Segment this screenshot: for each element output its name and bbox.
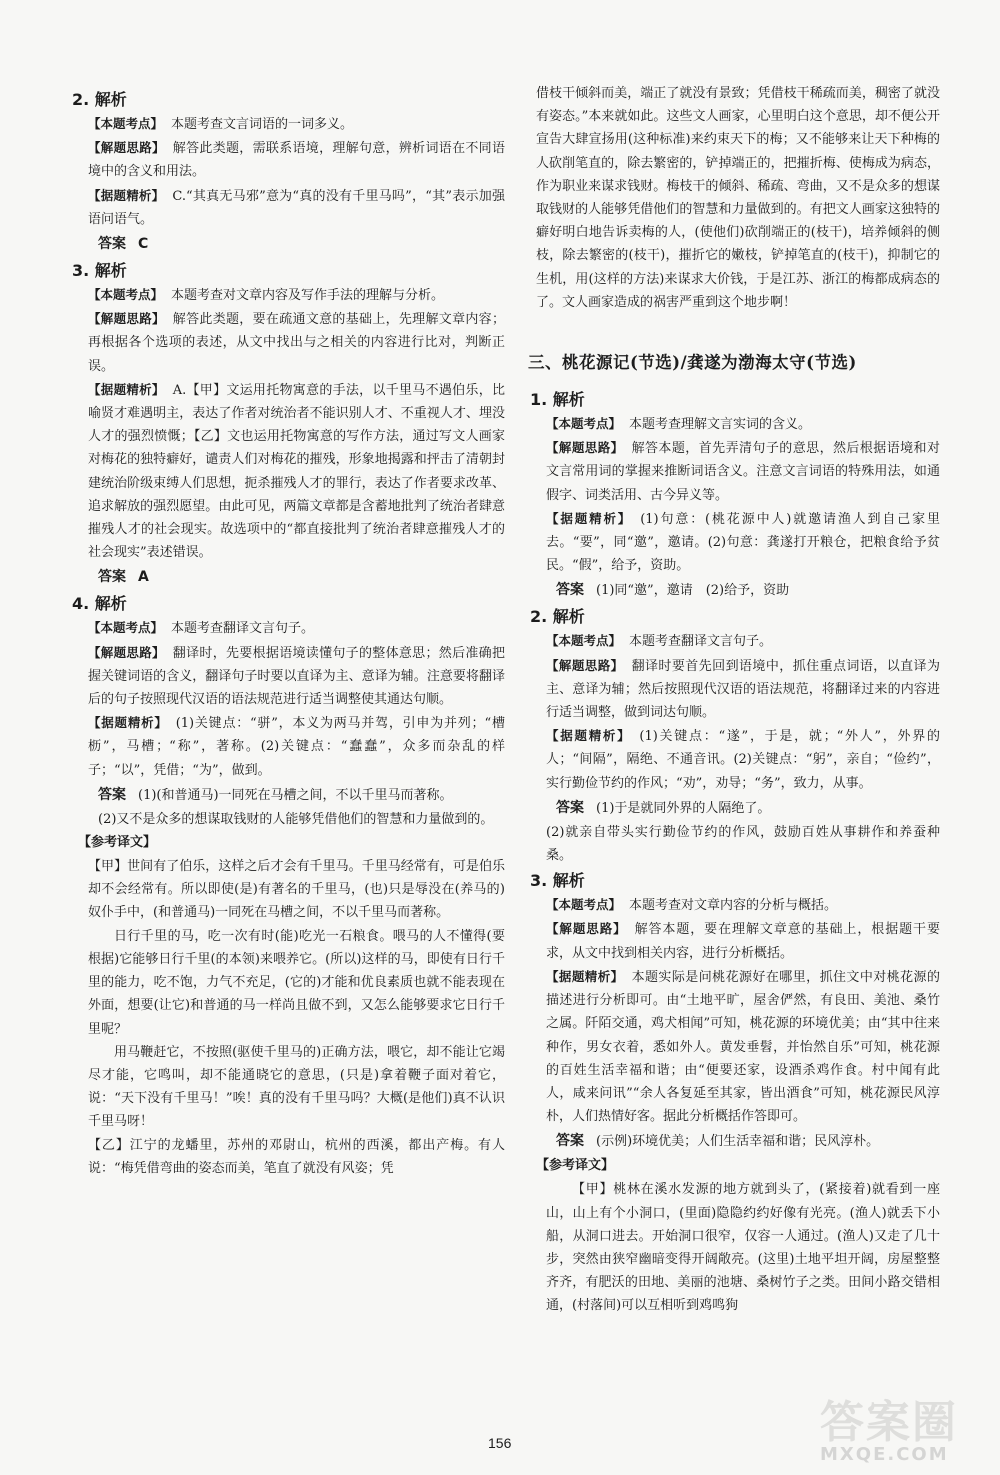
r-q2-kaodian — [546, 629, 940, 653]
silu-tag: 【解题思路】 — [88, 644, 165, 660]
reference-paragraph: 日行千里的马，吃一次有时(能)吃光一石粮食。喂马的人不懂得(要根据)它能够日行千里(的本领)来喂养它。(所以)这样的马，即使有日行千里的能力，吃不饱，力气不充足，(它的)才能和优良素质也就不能表现在外面，想要(让它)和普通的马一样尚且做不到，又怎么能够要求它日行千里呢？ — [88, 928, 505, 1037]
answer-tag: 答案 — [556, 582, 584, 599]
answer-value: A — [138, 569, 149, 586]
jingxi-tag: 【据题精析】 — [546, 510, 633, 526]
watermark-line-2: MXQE.COM — [820, 1444, 949, 1465]
question-3-heading: 3. 解析 — [530, 871, 585, 891]
q2-silu — [88, 136, 505, 183]
silu-tag: 【解题思路】 — [546, 657, 624, 673]
silu-text: 解答本题，要在理解文章意的基础上，根据题干要求，从文中找到相关内容，进行分析概括。 — [546, 922, 940, 961]
r-q3-jingxi — [546, 965, 940, 1128]
silu-tag: 【解题思路】 — [546, 440, 624, 456]
jingxi-tag: 【据题精析】 — [88, 715, 168, 731]
r-q1-kaodian — [546, 412, 940, 436]
q4-answer — [98, 783, 505, 808]
silu-tag: 【解题思路】 — [88, 140, 165, 156]
question-2-heading: 2. 解析 — [72, 90, 127, 109]
r-q2-answer — [556, 796, 940, 821]
q2-jingxi — [88, 184, 505, 231]
jingxi-text: (1)关键点：“遂”，于是，就；“外人”，外界的人；“间隔”，隔绝、不通音讯。(2)关键点：“躬”，亲自；“俭约”，实行勤俭节约的作风；“劝”，劝导；“务”，致力，从事。 — [546, 729, 940, 791]
answer-tag: 答案 — [556, 1133, 584, 1150]
q4-answer-2: (2)又不是众多的想谋取钱财的人能够凭借他们的智慧和力量做到的。 — [98, 811, 494, 827]
answer-tag: 答案 — [556, 799, 584, 816]
question-3-heading: 3. 解析 — [72, 261, 127, 281]
answer-tag: 答案 — [98, 569, 126, 586]
r-q2-silu — [546, 654, 940, 725]
watermark-logo — [820, 1397, 980, 1468]
q2-kaodian — [88, 112, 505, 136]
jingxi-text: (1)关键点：“骈”，本义为两马并驾，引申为并列；“槽枥”，马槽；“称”，著称。(2)关键点：“蠢蠢”，众多而杂乱的样子；“以”，凭借；“为”，做到。 — [88, 716, 505, 778]
reference-translation-heading: 【参考译文】 — [78, 835, 157, 851]
silu-text: 解答本题，首先弄清句子的意思，然后根据语境和对文言常用词的掌握来推断词语含义。注意文言词语的特殊用法，如通假字、词类活用、古今异义等。 — [546, 441, 940, 503]
kaodian-tag: 【本题考点】 — [546, 416, 622, 432]
jingxi-text: 本题实际是问桃花源好在哪里，抓住文中对桃花源的描述进行分析即可。由“土地平旷，屋舍俨然，有良田、美池、桑竹之属。阡陌交通，鸡犬相闻”可知，桃花源的环境优美；由“其中往来种作，男女衣着，悉如外人。黄发垂髫，并怡然自乐”可知，桃花源的百姓生活幸福和谐；由“便要还家，设酒杀鸡作食。村中闻有此人，咸来问讯”“余人各复延至其家，皆出酒食”可知，桃花源民风淳朴，人们热情好客。据此分析概括作答即可。 — [546, 969, 940, 1125]
answer-value-1: (1)于是就同外界的人隔绝了。 — [596, 800, 771, 816]
jingxi-text: C.“其真无马邪”意为“真的没有千里马吗”，“其”表示加强语问语气。 — [88, 188, 505, 227]
kaodian-text: 本题考查对文章内容的分析与概括。 — [629, 898, 838, 914]
section-title: 三、桃花源记(节选)/龚遂为渤海太守(节选) — [528, 353, 857, 373]
r-q1-jingxi — [546, 507, 940, 578]
q3-answer — [98, 565, 505, 590]
silu-tag: 【解题思路】 — [546, 921, 627, 937]
q4-kaodian — [88, 616, 505, 640]
answer-value: (1)同“邀”，邀请 (2)给予，资助 — [596, 583, 790, 599]
kaodian-text: 本题考查对文章内容及写作手法的理解与分析。 — [171, 288, 445, 304]
r-q2-answer-2: (2)就亲自带头实行勤俭节约的作风，鼓励百姓从事耕作和养蚕种桑。 — [546, 824, 940, 864]
kaodian-text: 本题考查翻译文言句子。 — [171, 621, 315, 637]
watermark-line-1: 答案圈 — [820, 1397, 958, 1448]
r-q1-silu — [546, 436, 940, 507]
kaodian-tag: 【本题考点】 — [88, 620, 164, 636]
reference-paragraph: 【乙】江宁的龙蟠里，苏州的邓尉山，杭州的西溪，都出产梅。有人说：“梅凭借弯曲的姿态而美，笔直了就没有风姿；凭 — [88, 1137, 505, 1176]
q3-kaodian — [88, 283, 505, 307]
answer-value-1: (1)(和普通马)一同死在马槽之间，不以千里马而著称。 — [138, 787, 453, 803]
kaodian-text: 本题考查翻译文言句子。 — [629, 634, 773, 650]
kaodian-tag: 【本题考点】 — [88, 287, 164, 303]
q3-jingxi — [88, 378, 505, 565]
q2-answer — [98, 232, 505, 257]
jingxi-text: A.【甲】文运用托物寓意的手法，以千里马不遇伯乐，比喻贤才难遇明主，表达了作者对统治者不能识别人才、不重视人才、埋没人才的强烈愤慨；【乙】文也运用托物寓意的写作方法，通过写文人画家对梅花的独特癖好，谴责人们对梅花的摧残，形象地揭露和抨击了清朝封建统治阶级束缚人们思想，扼杀摧残人才的罪行，表达了作者要求改革、追求解放的强烈愿望。由此可见，两篇文章都是含蓄地批判了统治者肆意摧残人才的社会现实。故选项中的“都直接批判了统治者肆意摧残人才的社会现实”表述错误。 — [88, 382, 505, 561]
jingxi-tag: 【据题精析】 — [88, 187, 165, 203]
r-q1-answer — [556, 578, 940, 603]
left-column — [70, 86, 505, 1180]
r-q3-kaodian — [546, 893, 940, 917]
silu-tag: 【解题思路】 — [88, 311, 165, 327]
reference-translation-heading: 【参考译文】 — [536, 1158, 615, 1174]
answer-value: (示例)环境优美；人们生活幸福和谐；民风淳朴。 — [596, 1134, 880, 1150]
r-q2-jingxi — [546, 724, 940, 795]
reference-paragraph: 【甲】桃林在溪水发源的地方就到头了，(紧接着)就看到一座山，山上有个小洞口，(里面)隐隐约约好像有光亮。(渔人)就丢下小船，从洞口进去。开始洞口很窄，仅容一人通过。(渔人)又走了几十步，突然由狭窄幽暗变得开阔敞亮。(这里)土地平坦开阔，房屋整整齐齐，有肥沃的田地、美丽的池塘、桑树竹子之类。田间小路交错相通，(村落间)可以互相听到鸡鸣狗 — [546, 1182, 940, 1314]
r-q3-answer — [556, 1129, 940, 1154]
page-number: 156 — [488, 1435, 512, 1451]
silu-text: 解答此类题，需联系语境，理解句意，辨析词语在不同语境中的含义和用法。 — [88, 141, 505, 180]
kaodian-tag: 【本题考点】 — [546, 897, 622, 913]
jingxi-tag: 【据题精析】 — [546, 728, 632, 744]
jingxi-text: (1)句意：(桃花源中人)就邀请渔人到自己家里去。“要”，同“邀”，邀请。(2)句意：龚遂打开粮仓，把粮食给予贫民。“假”，给予，资助。 — [546, 511, 940, 574]
silu-text: 翻译时，先要根据语境读懂句子的整体意思；然后准确把握关键词语的含义，翻译句子时要以直译为主、意译为辅。注意要将翻译后的句子按照现代汉语的语法规范进行适当调整使其通达句顺。 — [88, 645, 505, 708]
reference-continuation: 借枝干倾斜而美，端正了就没有景致；凭借枝干稀疏而美，稠密了就没有姿态。”本来就如此。这些文人画家，心里明白这个意思，却不便公开宣告大肆宣扬用(这种标准)来约束天下的梅；又不能够来让天下种梅的人砍削笔直的，除去繁密的，铲掉端正的，把摧折梅、使梅成为病态，作为职业来谋求钱财。梅枝干的倾斜、稀疏、弯曲，又不是众多的想谋取钱财的人能够凭借他们的智慧和力量做到的。有把文人画家这独特的癖好明白地告诉卖梅的人，(使他们)砍削端正的(枝干)，培养倾斜的侧枝，除去繁密的(枝干)，摧折它的嫩枝，铲掉笔直的(枝干)，抑制它的生机，用(这样的方法)来谋求大价钱，于是江苏、浙江的梅都成病态的了。文人画家造成的祸害严重到这个地步啊！ — [536, 86, 940, 310]
r-q3-silu — [546, 917, 940, 964]
kaodian-text: 本题考查文言词语的一词多义。 — [171, 117, 354, 132]
right-column — [528, 82, 940, 1318]
q3-silu — [88, 307, 505, 378]
q4-jingxi — [88, 711, 505, 782]
jingxi-tag: 【据题精析】 — [88, 381, 165, 397]
question-2-heading: 2. 解析 — [530, 607, 585, 627]
silu-text: 解答此类题，要在疏通文意的基础上，先理解文章内容；再根据各个选项的表述，从文中找出与之相关的内容进行比对，判断正误。 — [88, 312, 505, 374]
reference-paragraph: 用马鞭赶它，不按照(驱使千里马的)正确方法，喂它，却不能让它竭尽才能，它鸣叫，却不能通晓它的意思，(只是)拿着鞭子面对着它，说：“天下没有千里马！”唉！真的没有千里马吗？大概(是他们)真不认识千里马呀！ — [88, 1044, 505, 1130]
answer-tag: 答案 — [98, 236, 126, 253]
answer-tag: 答案 — [98, 786, 126, 803]
jingxi-tag: 【据题精析】 — [546, 968, 624, 984]
kaodian-tag: 【本题考点】 — [546, 633, 622, 649]
kaodian-text: 本题考查理解文言实词的含义。 — [629, 417, 812, 433]
question-4-heading: 4. 解析 — [72, 594, 127, 614]
answer-value: C — [138, 236, 149, 253]
kaodian-tag: 【本题考点】 — [88, 116, 164, 131]
reference-paragraph: 【甲】世间有了伯乐，这样之后才会有千里马。千里马经常有，可是伯乐却不会经常有。所以即使(是)有著名的千里马，(也)只是辱没在(养马的)奴仆手中，(和普通马)一同死在马槽之间，不以千里马而著称。 — [88, 859, 505, 921]
question-1-heading: 1. 解析 — [530, 390, 585, 410]
q4-silu — [88, 641, 505, 712]
silu-text: 翻译时要首先回到语境中，抓住重点词语，以直译为主、意译为辅；然后按照现代汉语的语法规范，将翻译过来的内容进行适当调整，做到词达句顺。 — [546, 658, 940, 721]
